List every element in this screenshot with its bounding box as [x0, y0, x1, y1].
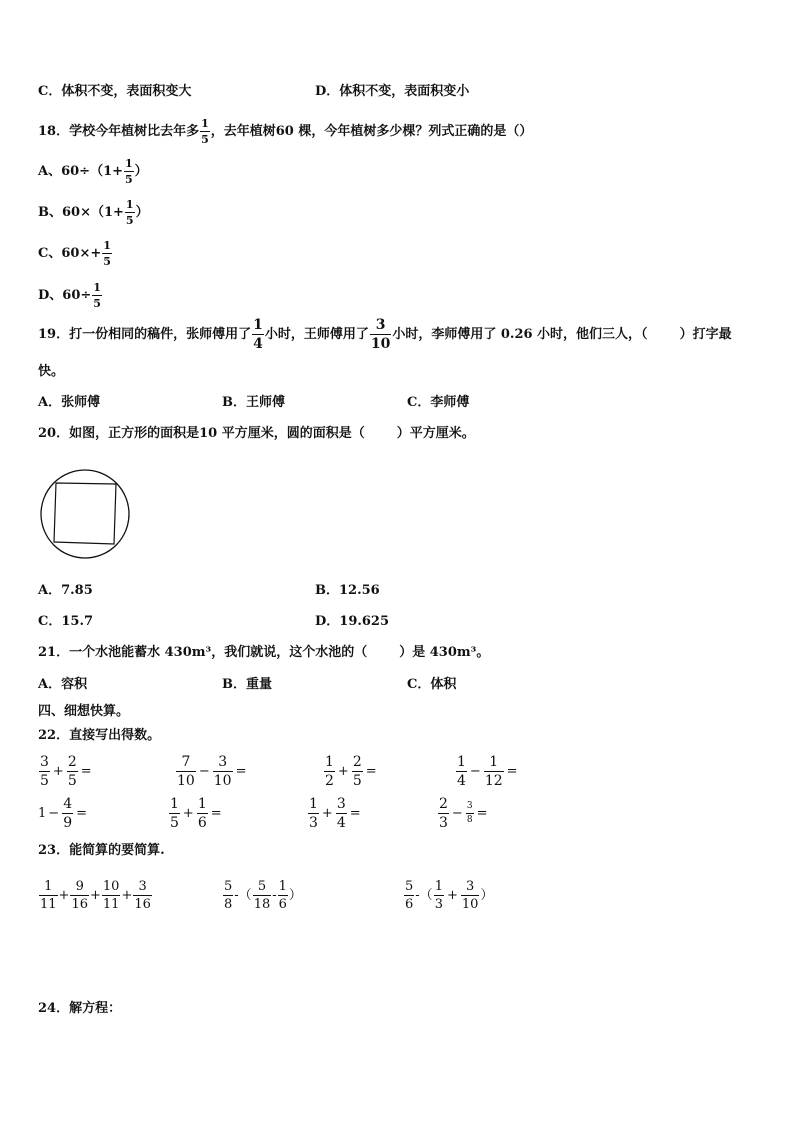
section-heading: 四、细想快算。: [38, 704, 130, 719]
q22-expr-4: $\frac{1}{4}$ − $\frac{1}{12}$ =: [457, 754, 518, 789]
q22-expr-3: $\frac{1}{2}$ + $\frac{2}{5}$ =: [325, 754, 377, 789]
fraction: $\frac{3}{10}$: [370, 317, 391, 352]
q18-question: 18．学校今年植树比去年多 $\frac{1}{5}$ ，去年植树60 棵，今年植树多少棵？列式正确的是（）: [38, 117, 533, 146]
q24-question: 24．解方程：: [38, 1001, 122, 1016]
q22-expr-1: $\frac{3}{5}$ + $\frac{2}{5}$ =: [40, 754, 92, 789]
q17-option-c: C．体积不变，表面积变大: [38, 84, 192, 99]
circle-square-figure: [38, 467, 132, 561]
fraction: $\frac{1}{5}$: [103, 239, 111, 268]
q23-expr-3: $\frac{5}{6}$ -（ $\frac{1}{3}$ + $\frac{3}{10}$ ）: [405, 879, 494, 912]
q20-option-c: C．15.7: [38, 614, 94, 629]
q22-expr-6: $\frac{1}{5}$ + $\frac{1}{6}$ =: [170, 796, 222, 831]
q21-option-a: A．容积: [38, 677, 88, 692]
q20-option-b: B．12.56: [315, 583, 380, 598]
q23-expr-2: $\frac{5}{8}$ -（ $\frac{5}{18}$ - $\frac{1}{6}$ ）: [224, 879, 302, 912]
q22-expr-2: $\frac{7}{10}$ − $\frac{3}{10}$ =: [177, 754, 247, 789]
q19-question-cont: 快。: [38, 364, 65, 379]
q18-option-a: A、60÷（1+ $\frac{1}{5}$ ）: [38, 157, 148, 186]
q23-question: 23．能简算的要简算.: [38, 843, 165, 858]
fraction: $\frac{1}{5}$: [93, 281, 101, 310]
q20-option-a: A．7.85: [38, 583, 93, 598]
q19-option-b: B．王师傅: [222, 395, 285, 410]
q17-option-d: D．体积不变，表面积变小: [315, 84, 470, 99]
q22-expr-8: $\frac{2}{3}$ − $\frac{3}{8}$ =: [439, 796, 488, 831]
fraction: $\frac{1}{5}$: [125, 157, 133, 186]
fraction: $\frac{1}{5}$: [201, 117, 209, 146]
q21-option-b: B．重量: [222, 677, 272, 692]
q20-option-d: D．19.625: [315, 614, 390, 629]
q20-question: 20．如图，正方形的面积是10 平方厘米，圆的面积是（ ）平方厘米。: [38, 426, 475, 441]
fraction: $\frac{1}{5}$: [125, 198, 134, 227]
q18-option-b: B、60×（1+ $\frac{1}{5}$ ）: [38, 198, 149, 227]
q19-question: 19．打一份相同的稿件，张师傅用了 $\frac{1}{4}$ 小时，王师傅用了 $\frac{3}{10}$ 小时，李师傅用了 0.26 小时，他们三人，（ ）打字最: [38, 317, 732, 352]
q19-option-c: C．李师傅: [407, 395, 470, 410]
q22-expr-5: 1 − $\frac{4}{9}$ =: [38, 796, 88, 831]
fraction: $\frac{1}{4}$: [253, 317, 263, 352]
q23-expr-1: $\frac{1}{11}$ + $\frac{9}{16}$ + $\frac{10}{11}$ + $\frac{3}{16}$: [40, 879, 151, 912]
q19-option-a: A．张师傅: [38, 395, 101, 410]
q18-option-d: D、60÷ $\frac{1}{5}$: [38, 281, 101, 310]
q21-question: 21．一个水池能蓄水 430m³，我们就说，这个水池的（ ）是 430m³。: [38, 645, 490, 660]
q22-question: 22．直接写出得数。: [38, 728, 161, 743]
q22-expr-7: $\frac{1}{3}$ + $\frac{3}{4}$ =: [309, 796, 361, 831]
q18-option-c: C、60×+ $\frac{1}{5}$: [38, 239, 111, 268]
q21-option-c: C．体积: [407, 677, 457, 692]
